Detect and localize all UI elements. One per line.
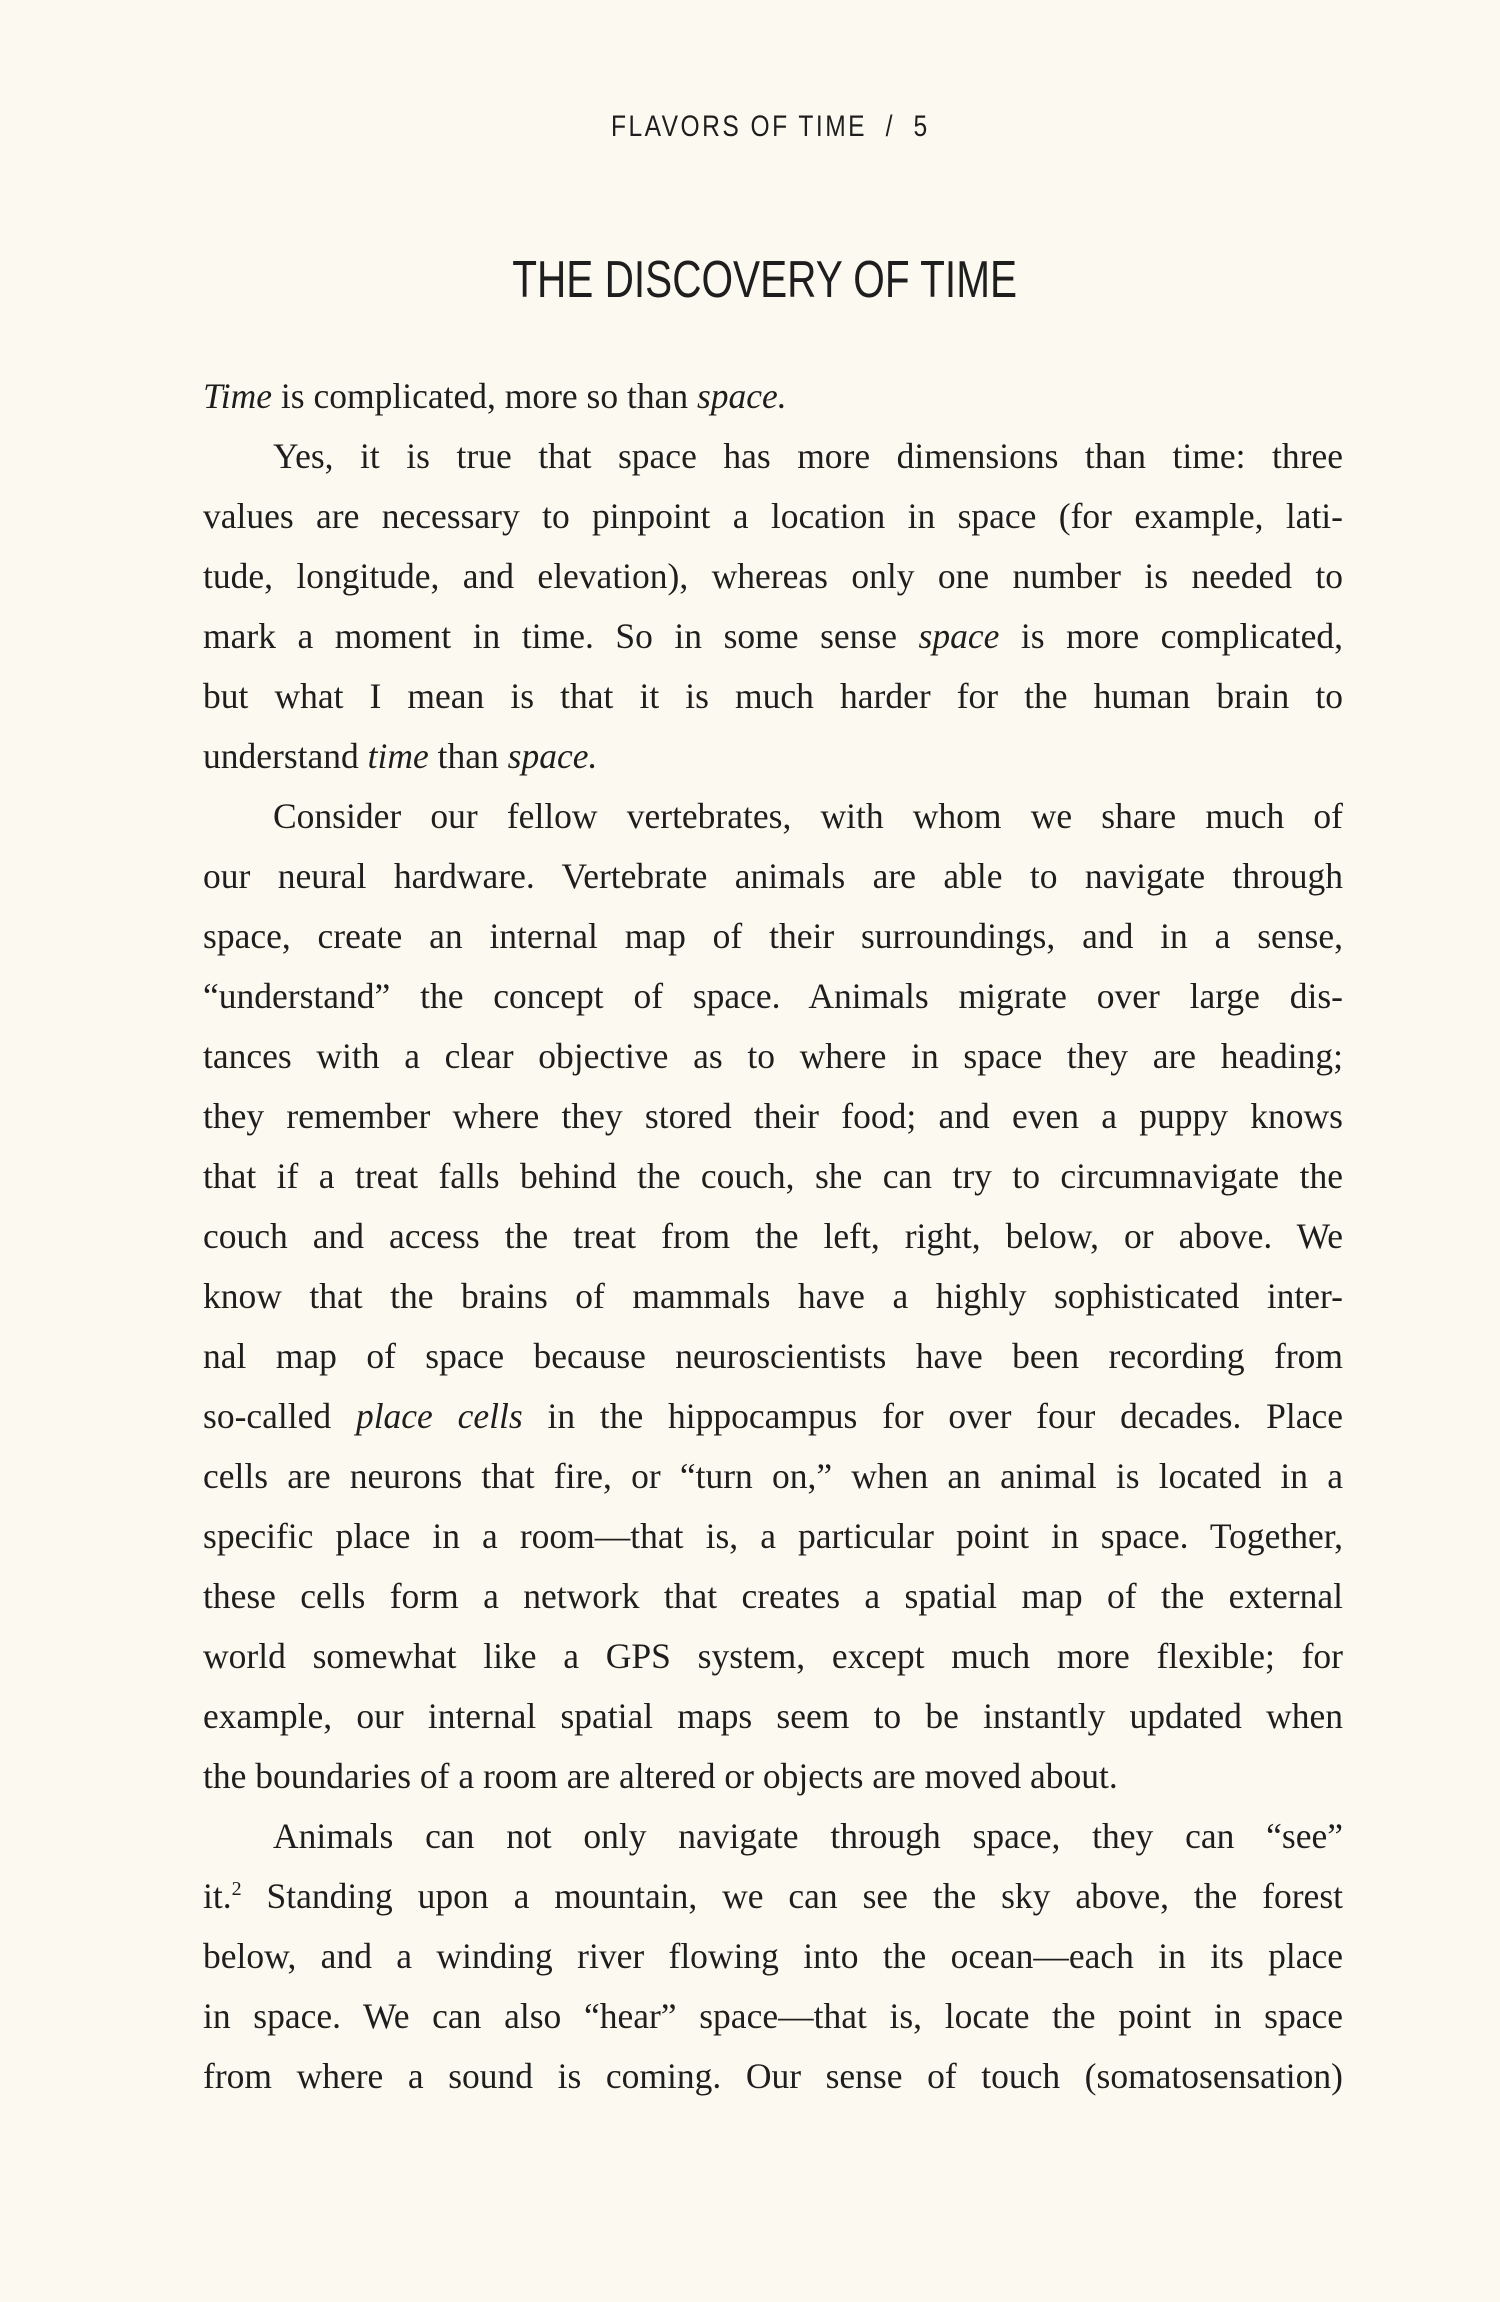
text-line <box>203 1686 1343 1746</box>
text-line <box>203 846 1343 906</box>
text-line <box>203 786 1343 846</box>
text-segment: tude, longitude, and elevation), whereas only one number is needed to <box>203 556 1343 596</box>
text-segment: they remember where they stored their food; and even a puppy knows <box>203 1096 1343 1136</box>
text-line <box>203 1506 1343 1566</box>
text-segment: than <box>428 736 508 776</box>
text-line <box>203 546 1343 606</box>
text-segment: Consider our fellow vertebrates, with whom we share much of <box>273 796 1343 836</box>
text-line <box>203 1086 1343 1146</box>
text-line <box>203 666 1343 726</box>
text-segment: example, our internal spatial maps seem to be instantly updated when <box>203 1696 1343 1736</box>
text-line <box>203 1386 1343 1446</box>
italic-text: Time <box>203 376 273 416</box>
text-segment: in the hippocampus for over four decades. Place <box>522 1396 1344 1436</box>
text-line <box>203 1566 1343 1626</box>
text-segment: in space. We can also “hear” space—that is, locate the point in space <box>203 1996 1343 2036</box>
text-segment: know that the brains of mammals have a highly sophisticated inter- <box>203 1276 1343 1316</box>
text-segment: below, and a winding river flowing into the ocean—each in its place <box>203 1936 1343 1976</box>
text-line <box>203 1626 1343 1686</box>
text-segment: world somewhat like a GPS system, except much more flexible; for <box>203 1636 1343 1676</box>
text-segment: these cells form a network that creates a spatial map of the external <box>203 1576 1343 1616</box>
text-line <box>203 366 1343 426</box>
text-segment: values are necessary to pinpoint a location in space (for example, lati- <box>203 496 1343 536</box>
text-line <box>203 1806 1343 1866</box>
section-title <box>0 250 1500 310</box>
section-title-text: THE DISCOVERY OF TIME <box>512 251 1018 309</box>
text-segment: couch and access the treat from the left, right, below, or above. We <box>203 1216 1343 1256</box>
text-segment: tances with a clear objective as to where in space they are heading; <box>203 1036 1343 1076</box>
running-head-text: FLAVORS OF TIME / 5 <box>610 110 930 143</box>
italic-text: space. <box>696 376 787 416</box>
text-segment: Yes, it is true that space has more dimensions than time: three <box>273 436 1343 476</box>
text-segment: is more complicated, <box>999 616 1344 656</box>
text-segment: that if a treat falls behind the couch, she can try to circumnavigate the <box>203 1156 1343 1196</box>
text-line <box>203 726 1343 786</box>
text-segment: Standing upon a mountain, we can see the sky above, the forest <box>241 1876 1343 1916</box>
text-line <box>203 486 1343 546</box>
text-line <box>203 1326 1343 1386</box>
text-segment: Animals can not only navigate through space, they can “see” <box>273 1816 1343 1856</box>
text-segment: is complicated, more so than <box>272 376 697 416</box>
text-segment: specific place in a room—that is, a particular point in space. Together, <box>203 1516 1343 1556</box>
italic-text: space <box>918 616 1000 656</box>
italic-text: time <box>367 736 429 776</box>
footnote-marker: 2 <box>231 1878 242 1901</box>
text-line <box>203 1146 1343 1206</box>
text-segment: the boundaries of a room are altered or objects are moved about. <box>203 1756 1118 1796</box>
text-segment: so-called <box>203 1396 356 1436</box>
text-line <box>203 1926 1343 1986</box>
text-line <box>203 426 1343 486</box>
running-head <box>0 110 1500 144</box>
text-line <box>203 2046 1343 2106</box>
text-segment: our neural hardware. Vertebrate animals are able to navigate through <box>203 856 1343 896</box>
text-segment: cells are neurons that fire, or “turn on,” when an animal is located in a <box>203 1456 1343 1496</box>
text-segment: space, create an internal map of their surroundings, and in a sense, <box>203 916 1343 956</box>
text-segment: nal map of space because neuroscientists have been recording from <box>203 1336 1343 1376</box>
text-line <box>203 1986 1343 2046</box>
text-line <box>203 906 1343 966</box>
body-text <box>203 366 1343 2106</box>
italic-text: place cells <box>355 1396 523 1436</box>
text-segment: “understand” the concept of space. Animals migrate over large dis- <box>203 976 1343 1016</box>
text-line <box>203 1746 1343 1806</box>
text-line <box>203 1026 1343 1086</box>
text-line <box>203 606 1343 666</box>
text-line <box>203 966 1343 1026</box>
text-line <box>203 1866 1343 1926</box>
text-segment: it. <box>203 1876 232 1916</box>
text-segment: from where a sound is coming. Our sense of touch (somatosensation) <box>203 2056 1343 2096</box>
text-line <box>203 1206 1343 1266</box>
text-segment: mark a moment in time. So in some sense <box>203 616 919 656</box>
text-segment: but what I mean is that it is much harder for the human brain to <box>203 676 1343 716</box>
text-line <box>203 1266 1343 1326</box>
italic-text: space. <box>507 736 598 776</box>
text-line <box>203 1446 1343 1506</box>
text-segment: understand <box>203 736 368 776</box>
